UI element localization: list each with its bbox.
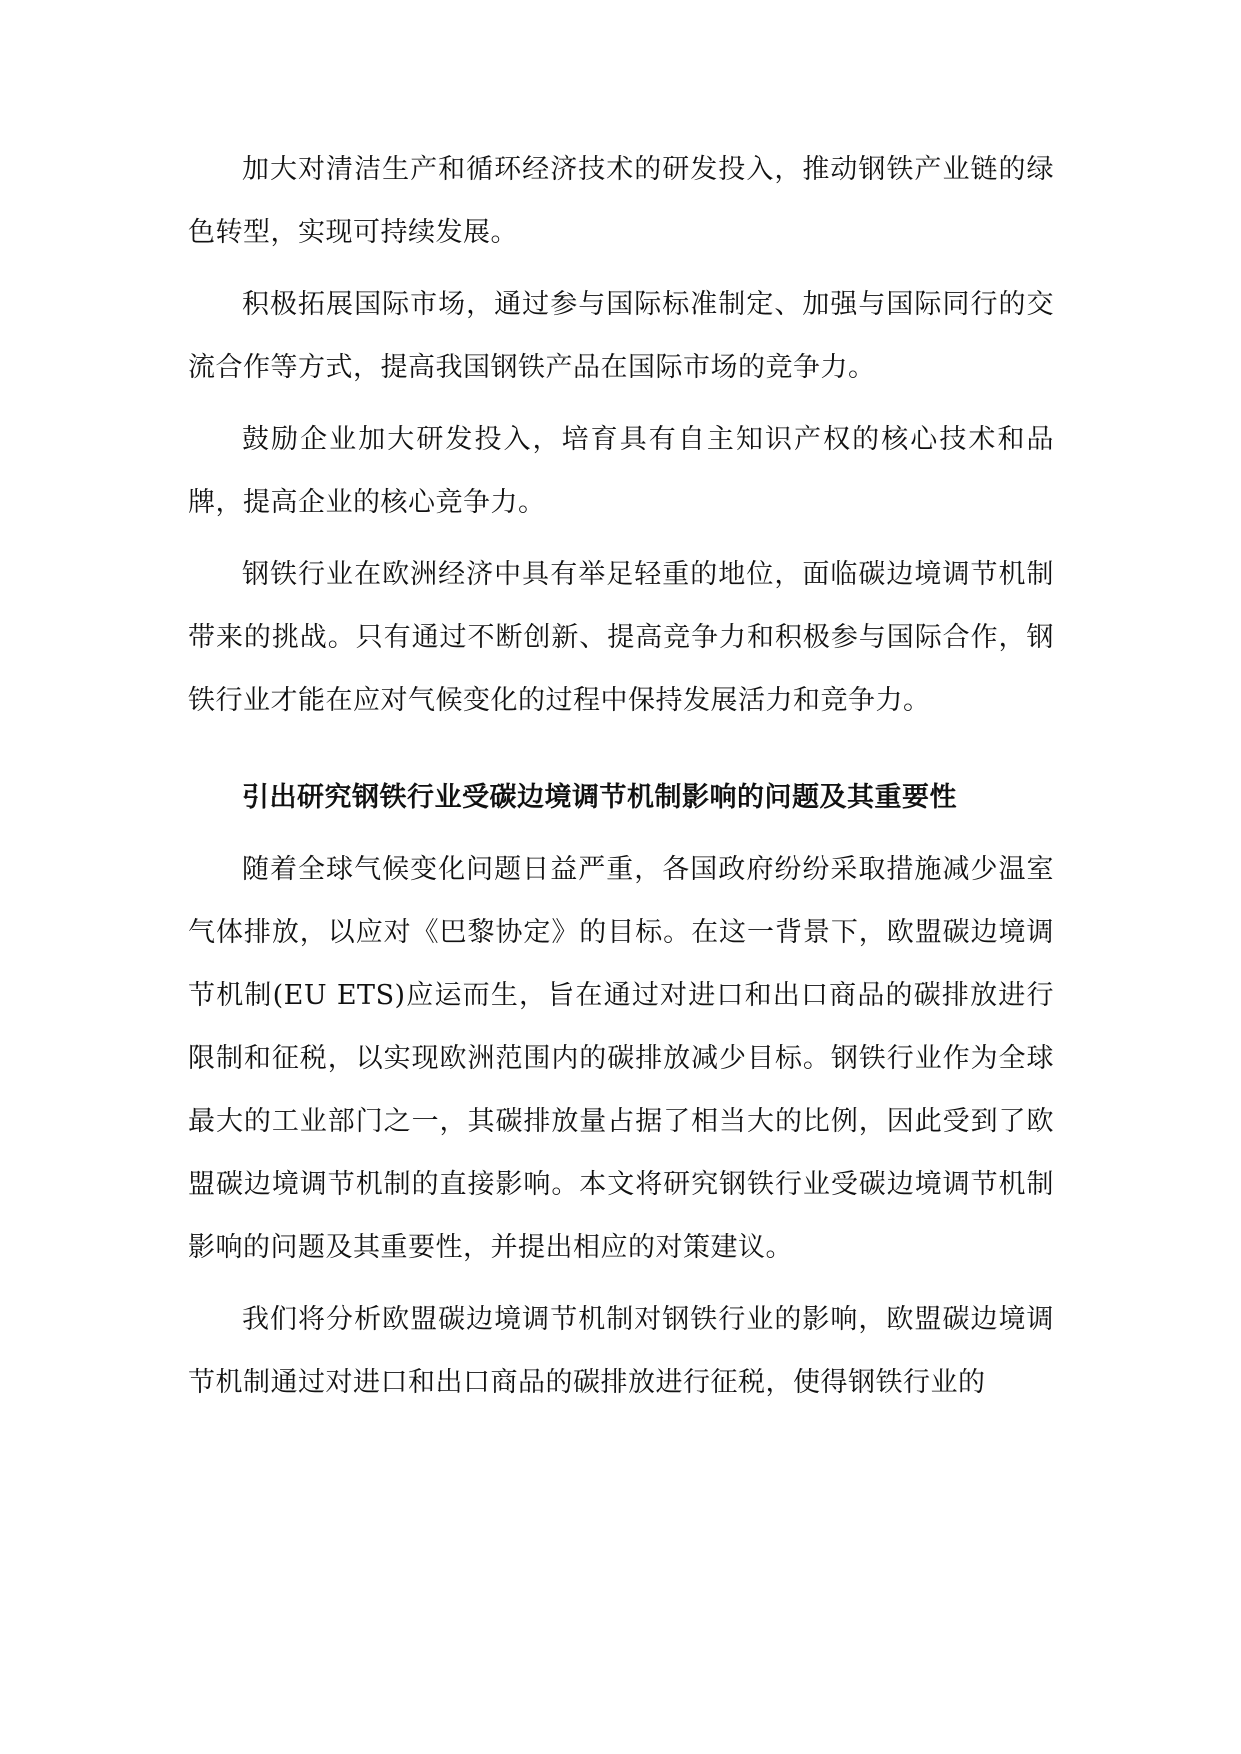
section-heading: 引出研究钢铁行业受碳边境调节机制影响的问题及其重要性	[242, 782, 957, 813]
paragraph: 我们将分析欧盟碳边境调节机制对钢铁行业的影响，欧盟碳边境调节机制通过对进口和出口商品的碳排放进行征税，使得钢铁行业的	[188, 1304, 1054, 1398]
paragraph: 加大对清洁生产和循环经济技术的研发投入，推动钢铁产业链的绿色转型，实现可持续发展。	[188, 154, 1054, 248]
paragraph: 鼓励企业加大研发投入，培育具有自主知识产权的核心技术和品牌，提高企业的核心竞争力。	[188, 424, 1054, 518]
document-body	[188, 138, 1054, 1423]
paragraph: 钢铁行业在欧洲经济中具有举足轻重的地位，面临碳边境调节机制带来的挑战。只有通过不断创新、提高竞争力和积极参与国际合作，钢铁行业才能在应对气候变化的过程中保持发展活力和竞争力。	[188, 559, 1054, 716]
paragraph: 随着全球气候变化问题日益严重，各国政府纷纷采取措施减少温室气体排放，以应对《巴黎协定》的目标。在这一背景下，欧盟碳边境调节机制(EU ETS)应运而生，旨在通过对进口和出口商品的碳排放进行限制和征税，以实现欧洲范围内的碳排放减少目标。钢铁行业作为全球最大的工业部门之一，其碳排放量占据了相当大的比例，因此受到了欧盟碳边境调节机制的直接影响。本文将研究钢铁行业受碳边境调节机制影响的问题及其重要性，并提出相应的对策建议。	[188, 854, 1054, 1263]
paragraph: 积极拓展国际市场，通过参与国际标准制定、加强与国际同行的交流合作等方式，提高我国钢铁产品在国际市场的竞争力。	[188, 289, 1054, 383]
